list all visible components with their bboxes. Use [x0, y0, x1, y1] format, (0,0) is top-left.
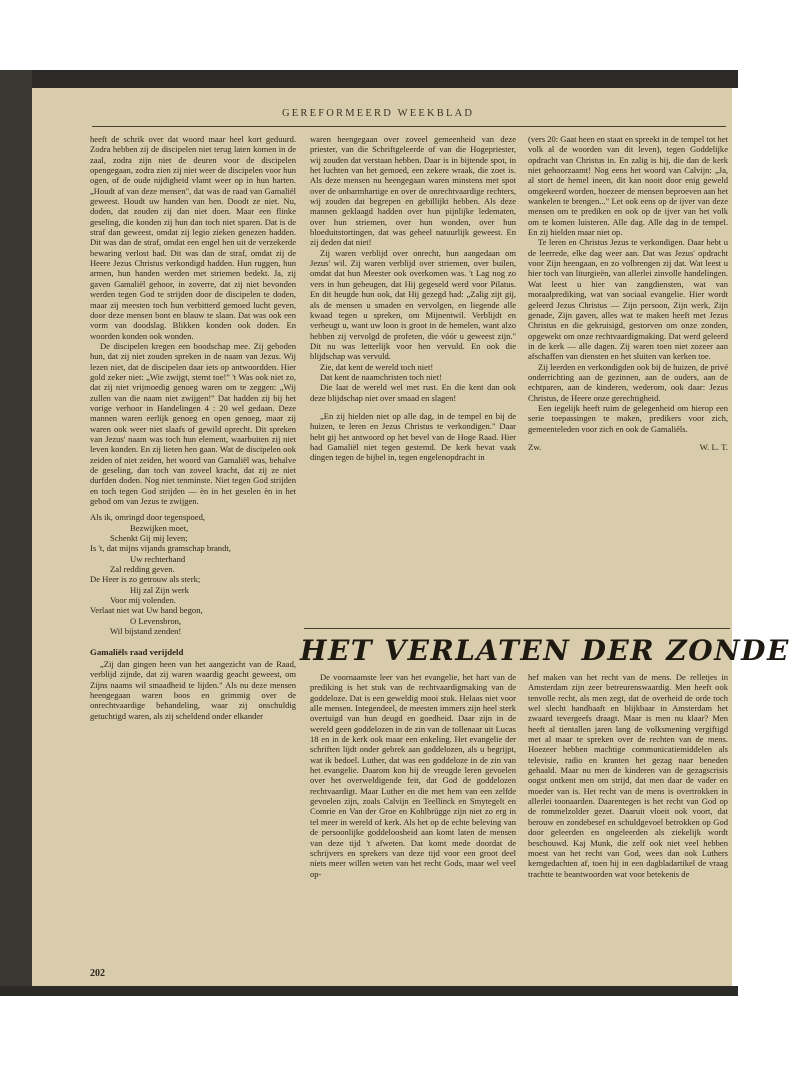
paragraph: „Zij dan gingen heen van het aangezicht van de Raad, verblijd zijnde, dat zij waren waardig geacht geweest, om Zijns naams wil smaadheid te lijden." Als nu deze mensen heengegaan waren boos en grimmig over de onrechtvaardige behandeling, waar zij onschuldig getuchtigd waren, als zij scheldend onder elkander	[90, 658, 296, 721]
poem-line: Wil bijstand zenden!	[110, 626, 182, 637]
quote-line: Dat kent de naamchristen toch niet!	[320, 371, 442, 382]
signature-line	[528, 442, 728, 452]
running-header: GEREFORMEERD WEEKBLAD	[282, 108, 475, 119]
paragraph: (vers 20: Gaat heen en staat en spreekt in de tempel tot het volk al de woorden van dit leven), tegen Goddelijke opdracht van Christus in. En zalig is hij, die dan de kerk niet gehoorzaamt! Nog eens het woord van Calvijn: „Ja, al stort de hemel ineen, dit kan nooit door enig geweld omgekeerd worden, hoezeer de mensen beproeven aan het wankelen te brengen..." Let ook eens op de ijver van deze mensen om te prediken en ook op de ijver van het volk om te komen luisteren. Alle dag. Alle dag in de tempel. En zij hielden maar niet op.	[528, 134, 728, 238]
poem-line: Schenkt Gij mij leven;	[110, 533, 188, 544]
signature-initials: W. L. T.	[699, 441, 728, 452]
paragraph: De discipelen kregen een boodschap mee. Zij geboden hun, dat zij niet zouden spreken in de naam van Jezus. Wij lezen niet, dat de discipelen daar iets op antwoordden. Hier gold zeker niet: „Wie zwijgt, stemt toe!" 't Was ook niet zo, dat zij niet vrijmoedig genoeg waren om te zeggen: „Wij zullen van die naam niet zwijgen!" Dat hadden zij bij het vorige verhoor in Handelingen 4 : 20 wel gedaan. Deze mannen waren eerlijk genoeg en open genoeg, maar zij waren ook weer niet slaafs of gewild oprecht. Dit spreken van Jezus' naam was toch hun element, waarbuiten zij niet leven konden. En zij lieten hen gaan. Wat de discipelen ook zeiden of niet zeiden, het woord van Gamaliël was, behalve de geseling, dan toch van zoveel kracht, dat zij ze niet durfden doden. Nog niet tenminste. Niet tegen God strijden en toch tegen God strijden — èn in het geselen èn in het gebod om van Jezus te zwijgen.	[90, 340, 296, 507]
section-subheading: Gamaliëls raad verijdeld	[90, 646, 184, 657]
article-column-1	[310, 672, 516, 879]
poem-line: Bezwijken moet,	[130, 522, 189, 533]
poem-line: Als ik, omringd door tegenspoed,	[90, 512, 206, 523]
poem-stanza	[90, 512, 296, 636]
poem-line: Uw rechterhand	[130, 553, 186, 564]
column-1	[90, 134, 296, 721]
article-title: HET VERLATEN DER ZONDE	[300, 634, 790, 667]
column-2	[310, 134, 516, 463]
poem-line: O Levensbron,	[130, 615, 182, 626]
article-rule	[304, 628, 730, 629]
magazine-page	[32, 88, 790, 986]
quote-line: Zie, dat kent de wereld toch niet!	[320, 361, 434, 372]
page-number: 202	[90, 968, 105, 979]
signature-place: Zw.	[528, 441, 542, 452]
paragraph: Te leren en Christus Jezus te verkondigen. Daar hebt u de leerrede, elke dag weer aan. Dat was Jezus' opdracht voor Zijn heengaan, en zo volbrengen zij dat. Wat leest u hier toch van liturgieën, van allerlei zinvolle handelingen. Wat leest u hier van zangdiensten, wat van moraalprediking, wat van sociaal evangelie. Hier wordt geleerd Jezus Christus — Zijn persoon, Zijn werk, Zijn genade, Zijn gaven, alles wat te maken heeft met Jezus Christus en die gekruisigd, gestorven om onze zonden, opgewekt om onze rechtvaardigmaking. Dat werd geleerd in de kerk — alle dagen. Zij waren toen niet zozeer aan afschaffen van diensten en het sluiten van kerken toe.	[528, 237, 728, 362]
scan-bottom-border	[0, 986, 738, 996]
poem-line: Verlaat niet wat Uw hand begon,	[90, 605, 203, 616]
poem-line: Zal redding geven.	[110, 564, 175, 575]
poem-line: Is 't, dat mijns vijands gramschap brandt,	[90, 543, 231, 554]
poem-line: Hij zal Zijn werk	[130, 584, 189, 595]
paragraph: De voornaamste leer van het evangelie, het hart van de prediking is het stuk van de rechtvaardigmaking van de goddeloze. Dat is een geweldig mooi stuk. Helaas niet voor alle mensen. Integendeel, de meesten immers zijn heel sterk overtuigd van hun deugd en goedheid. Daar zijn in de wereld geen goddelozen in de zin van de tollenaar uit Lucas 18 en in de kerk ook maar een enkeling. Het evangelie der schriften lijdt onder gebrek aan goddelozen, als u begrijpt, wat ik bedoel. Luther, dat was een goddeloze in de zin van het evangelie. Daarom kon hij de vreugde leren gevoelen over het overweldigende feit, dat God de goddelozen rechtvaardigt. Maar Luther en die met hem van een zelfde gevoelen zijn, zoals Calvijn en Teellinck en Smytegelt en Comrie en Van der Groe en Kohlbrügge zijn niet zo erg in tel meer in wereld of kerk. Als het op de echte beleving van de persoonlijke goddeloosheid aan komt laten de mensen van deze tijd 't afweten. Dat komt mede doordat de schrijvers en sprekers van deze tijd voor een groot deel niets meer willen weten van het recht Gods, maar wel veel op-	[310, 672, 516, 879]
paragraph: Een iegelijk heeft ruim de gelegenheid om hierop een serie toepassingen te maken, predikers voor zich, gemeenteleden voor zich en ook de Gamaliëls.	[528, 402, 728, 434]
poem-line: Voor mij volenden.	[110, 595, 176, 606]
scan-top-border	[0, 70, 738, 88]
paragraph: heeft de schrik over dat woord maar heel kort geduurd. Zodra hebben zij de discipelen niet terug laten komen in de zaal, zodra zijn niet de deuren voor de discipelen opengegaan, zodra zien zij niet weer de discipelen voor hun ogen, of de oude nijdigheid vlamt weer op in hun harten. „Houdt af van deze mensen", dat was de raad van Gamaliël geweest. Houdt uw handen van hen. Doodt ze niet. Nu, doden, dat zouden zij dan niet doen. Maar een flinke geseling, die konden zij hun dan toch niet sparen. Dat is de straf dan geweest, omdat zij legio zieken genezen hadden. Dit was dan de straf, omdat een engel hen uit de verzekerde bewaring verlost had. Dit was dan de straf, omdat zij de Heere Jezus Christus verkondigd hadden. Hun ruggen, hun armen, hun handen werden met striemen bedekt. Ja, zij gaven Gamaliël gehoor, in zoverre, dat zij niet bevonden werden tegen God te strijden door de discipelen te doden, maar zij meesten toch hun verbitterd gemoed lucht geven, door deze mensen bont en blauw te slaan. Dat was ook een vorm van doodslag. Blikken konden ook doden. En woorden konden ook wonden.	[90, 134, 296, 341]
paragraph: Zij leerden en verkondigden ook bij de huizen, de privé onderrichting aan de gezinnen, aan de ouders, aan de echtparen, aan de kinderen, wederom, ook daar: Jezus Christus, de Heere onze gerechtigheid.	[528, 361, 728, 403]
paragraph: Die laat de wereld wel met rust. En die kent dan ook deze blijdschap niet over smaad en slagen!	[310, 382, 516, 403]
scan-left-border	[0, 70, 32, 990]
header-rule	[92, 126, 726, 127]
paragraph: hef maken van het recht van de mens. De relletjes in Amsterdam zijn zeer betreurenswaardig. Men heeft ook tenvolle recht, als men zegt, dat de overheid de orde toch wel slecht handhaaft en blijkbaar in Amsterdam het zwaard tevergeefs draagt. Maar is men nu klaar? Men heeft al tientallen jaren lang de volksmening vergiftigd met al maar te spreken over de rechten van de mens. Hoezeer hebben machtige communicatiemiddelen als televisie, radio en kranten het gezag naar beneden gehaald. Maar nu men de kinderen van de gezagscrisis oogst ontkent men om strijd, dat men daar de vader en moeder van is. Het recht van de mens is overtrokken in allerlei toonaarden. Daarentegen is het recht van God op de rommelzolder gezet. Daaruit vloeit ook voort, dat berouw en zondebesef en schuldgevoel betrokken op God door geleerden en ongeleerden als ziekelijk wordt beschouwd. Kaj Munk, die zelf ook niet veel hebben moest van het recht van God, wees dan ook Luthers kerngedachten af, toen hij in een dagbladartikel de vraag trachtte te beantwoorden wat voor betekenis de	[528, 672, 728, 879]
poem-line: De Heer is zo getrouw als sterk;	[90, 574, 201, 585]
paragraph: Zij waren verblijd over onrecht, hun aangedaan om Jezus' wil. Zij waren verblijd over striemen, over builen, omdat dat hun Meester ook overkomen was. 't Lag nog zo vers in hun geheugen, dat Hij gegeseld werd voor Pilatus. En dit heugde hun ook, dat Hij gezegd had: „Zalig zijt gij, als de mensen u smaden en vervolgen, en liegende alle kwaad tegen u spreken, om Mijnentwil. Verblijdt en verheugt u, want uw loon is groot in de hemelen, want alzo hebben zij vervolgd de profeten, die vóór u geweest zijn." Dit nu was letterlijk voor hen vervuld. En ook die blijdschap was vervuld.	[310, 247, 516, 362]
paragraph: waren heengegaan over zoveel gemeenheid van deze priester, van die Schriftgeleerde of van die Hogepriester, wij zouden dat verstaan hebben. Daar is in bijtende spot, in het luchten van het gemoed, een zekere wraak, die zoet is. Als deze mensen nu heengegaan waren minstens met spot over de onbarmhartige en over de onrechtvaardige rechters, wij zouden dat begrepen en gebillijkt hebben. Als deze mannen geklaagd hadden over hun pijnlijke ledematen, over hun striemen, over hun wonden, over hun bloeduitstortingen, dat was geheel natuurlijk geweest. En zij deden dat niet!	[310, 134, 516, 248]
column-3	[528, 134, 728, 452]
paragraph: „En zij hielden niet op alle dag, in de tempel en bij de huizen, te leren en Jezus Christus te verkondigen." Daar hebt gij het antwoord op het bevel van de Hoge Raad. Hier had Gamaliël niet tegen gestemd. De kerk bevat vaak dingen tegen de bijbel in, tegen engelenopdracht in	[310, 410, 516, 463]
article-column-2	[528, 672, 728, 879]
